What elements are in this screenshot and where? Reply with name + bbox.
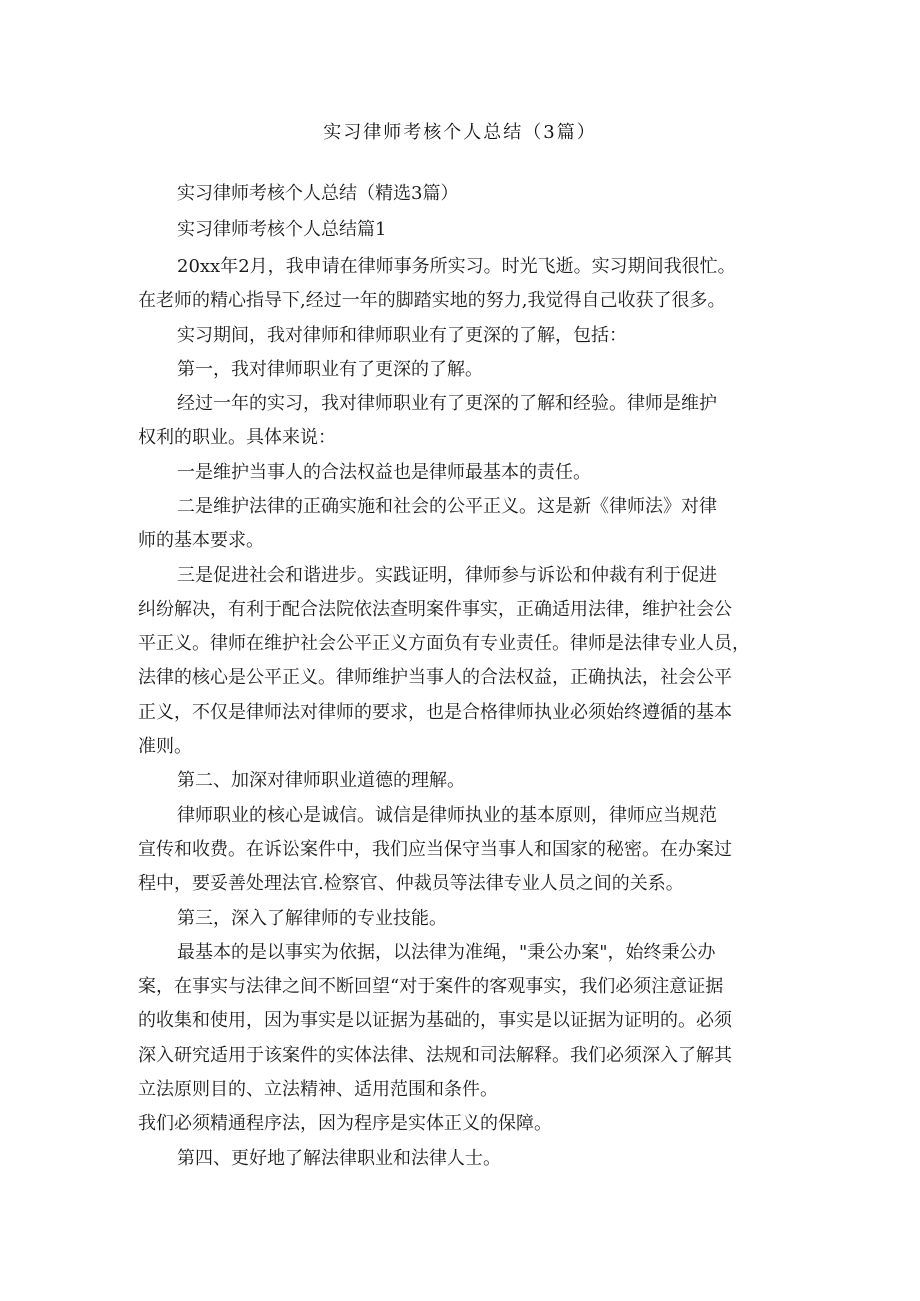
paragraph-line: 一是维护当事人的合法权益也是律师最基本的责任。 <box>177 462 591 483</box>
paragraph-line: 律师职业的核心是诚信。诚信是律师执业的基本原则，律师应当规范 <box>177 805 717 826</box>
paragraph-line: 实习期间，我对律师和律师职业有了更深的了解，包括： <box>177 325 627 346</box>
paragraph-line: 我们必须精通程序法，因为程序是实体正义的保障。 <box>138 1113 552 1134</box>
paragraph-line: 深入研究适用于该案件的实体法律、法规和司法解释。我们必须深入了解其 <box>138 1045 732 1066</box>
paragraph-line: 二是维护法律的正确实施和社会的公平正义。这是新《律师法》对律 <box>177 496 717 517</box>
paragraph-line: 实习律师考核个人总结（精选3篇） <box>177 183 459 204</box>
paragraph-line: 权利的职业。具体来说： <box>138 427 336 448</box>
paragraph-line: 的收集和使用，因为事实是以证据为基础的，事实是以证据为证明的。必须 <box>138 1010 732 1031</box>
paragraph-line: 最基本的是以事实为依据，以法律为准绳，"秉公办案"，始终秉公办 <box>177 942 716 963</box>
paragraph-line: 正义，不仅是律师法对律师的要求，也是合格律师执业必须始终遵循的基本 <box>138 702 732 723</box>
paragraph-line: 三是促进社会和谐进步。实践证明，律师参与诉讼和仲裁有利于促进 <box>177 565 717 586</box>
paragraph-line: 平正义。律师在维护社会公平正义方面负有专业责任。律师是法律专业人员， <box>138 633 750 654</box>
document-title: 实习律师考核个人总结（3篇） <box>323 122 597 143</box>
paragraph-line: 第一，我对律师职业有了更深的了解。 <box>177 359 483 380</box>
paragraph-line: 第二、加深对律师职业道德的理解。 <box>177 770 465 791</box>
paragraph-line: 20xx年2月，我申请在律师事务所实习。时光飞逝。实习期间我很忙。 <box>177 256 736 277</box>
paragraph-line: 实习律师考核个人总结篇1 <box>177 219 387 240</box>
paragraph-line: 准则。 <box>138 736 192 757</box>
paragraph-line: 宣传和收费。在诉讼案件中，我们应当保守当事人和国家的秘密。在办案过 <box>138 839 732 860</box>
paragraph-line: 纠纷解决，有利于配合法院依法查明案件事实，正确适用法律，维护社会公 <box>138 599 732 620</box>
paragraph-line: 师的基本要求。 <box>138 530 264 551</box>
paragraph-line: 在老师的精心指导下,经过一年的脚踏实地的努力,我觉得自己收获了很多。 <box>138 290 726 311</box>
paragraph-line: 经过一年的实习，我对律师职业有了更深的了解和经验。律师是维护 <box>177 393 717 414</box>
paragraph-line: 程中，要妥善处理法官.检察官、仲裁员等法律专业人员之间的关系。 <box>138 873 684 894</box>
paragraph-line: 案，在事实与法律之间不断回望“对于案件的客观事实，我们必须注意证据 <box>138 976 724 997</box>
paragraph-line: 立法原则目的、立法精神、适用范围和条件。 <box>138 1079 498 1100</box>
paragraph-line: 第四、更好地了解法律职业和法律人士。 <box>177 1148 501 1169</box>
paragraph-line: 第三，深入了解律师的专业技能。 <box>177 908 447 929</box>
paragraph-line: 法律的核心是公平正义。律师维护当事人的合法权益，正确执法，社会公平 <box>138 667 732 688</box>
